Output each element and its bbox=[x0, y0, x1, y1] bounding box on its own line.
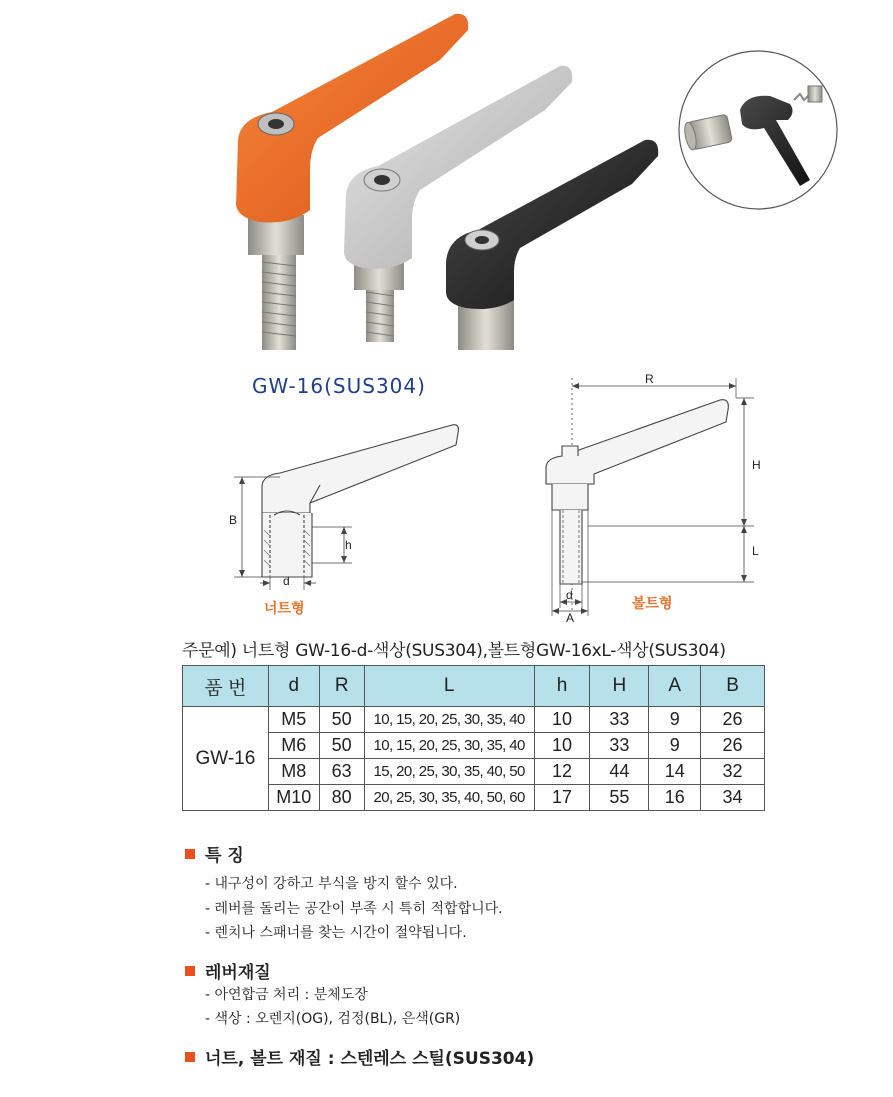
cell-l: 10, 15, 20, 25, 30, 35, 40 bbox=[364, 707, 534, 733]
bolt-type-label: 볼트형 bbox=[632, 596, 673, 612]
spec-table bbox=[182, 665, 765, 811]
cell-r: 63 bbox=[319, 759, 364, 785]
cell-d: M5 bbox=[268, 707, 319, 733]
lever-material-heading bbox=[185, 958, 271, 983]
header-h-small: h bbox=[534, 666, 590, 707]
nut-bolt-material-heading-text: 너트, 볼트 재질 : 스텐레스 스틸(SUS304) bbox=[205, 1049, 535, 1069]
header-a: A bbox=[649, 666, 701, 707]
cell-b: 34 bbox=[701, 785, 765, 811]
header-l: L bbox=[364, 666, 534, 707]
features-heading bbox=[185, 841, 244, 866]
cell-h: 33 bbox=[590, 733, 649, 759]
bolt-dim-d-label: d bbox=[566, 588, 573, 602]
table-row bbox=[183, 785, 765, 811]
header-h: H bbox=[590, 666, 649, 707]
nut-type-diagram bbox=[220, 415, 470, 615]
header-d: d bbox=[268, 666, 319, 707]
bolt-type-diagram bbox=[530, 370, 780, 625]
cell-h-small: 12 bbox=[534, 759, 590, 785]
square-bullet-icon bbox=[185, 966, 195, 976]
product-photo bbox=[0, 0, 893, 365]
cell-l: 15, 20, 25, 30, 35, 40, 50 bbox=[364, 759, 534, 785]
cell-h-small: 17 bbox=[534, 785, 590, 811]
feature-item: - 렌치나 스패너를 찾는 시간이 절약됩니다. bbox=[205, 925, 467, 941]
nut-dim-d-label: d bbox=[283, 574, 290, 588]
table-row bbox=[183, 707, 765, 733]
cell-d: M8 bbox=[268, 759, 319, 785]
order-example: 주문예) 너트형 GW-16-d-색상(SUS304),볼트형GW-16xL-색상(SUS304) bbox=[182, 641, 726, 661]
nut-dim-b-label: B bbox=[229, 513, 238, 527]
cell-b: 26 bbox=[701, 707, 765, 733]
nut-type-label: 너트형 bbox=[264, 601, 305, 617]
table-row bbox=[183, 759, 765, 785]
cell-a: 14 bbox=[649, 759, 701, 785]
cell-h-small: 10 bbox=[534, 707, 590, 733]
feature-item: - 내구성이 강하고 부식을 방지 할수 있다. bbox=[205, 876, 458, 892]
cell-a: 9 bbox=[649, 733, 701, 759]
bolt-dim-h-label: H bbox=[752, 458, 761, 472]
features-heading-text: 특 징 bbox=[205, 846, 244, 866]
cell-r: 50 bbox=[319, 733, 364, 759]
table-row bbox=[183, 733, 765, 759]
square-bullet-icon bbox=[185, 849, 195, 859]
bolt-dim-a-label: A bbox=[566, 611, 575, 625]
cell-h: 33 bbox=[590, 707, 649, 733]
cell-d: M6 bbox=[268, 733, 319, 759]
cell-a: 16 bbox=[649, 785, 701, 811]
cell-b: 26 bbox=[701, 733, 765, 759]
bolt-dim-l-label: L bbox=[752, 544, 759, 558]
cell-d: M10 bbox=[268, 785, 319, 811]
lever-material-item: - 색상 : 오렌지(OG), 검정(BL), 은색(GR) bbox=[205, 1011, 461, 1027]
cell-r: 80 bbox=[319, 785, 364, 811]
header-b: B bbox=[701, 666, 765, 707]
cell-l: 20, 25, 30, 35, 40, 50, 60 bbox=[364, 785, 534, 811]
lever-material-heading-text: 레버재질 bbox=[205, 963, 271, 983]
assembly-inset bbox=[679, 51, 837, 209]
cell-a: 9 bbox=[649, 707, 701, 733]
table-header-row bbox=[183, 666, 765, 707]
product-title: GW-16(SUS304) bbox=[252, 374, 426, 398]
cell-r: 50 bbox=[319, 707, 364, 733]
header-part-no: 품 번 bbox=[183, 666, 269, 707]
cell-h-small: 10 bbox=[534, 733, 590, 759]
bolt-dim-r-label: R bbox=[645, 372, 654, 386]
header-r: R bbox=[319, 666, 364, 707]
cell-b: 32 bbox=[701, 759, 765, 785]
cell-h: 44 bbox=[590, 759, 649, 785]
model-cell: GW-16 bbox=[183, 707, 269, 811]
feature-item: - 레버를 돌리는 공간이 부족 시 특히 적합합니다. bbox=[205, 901, 503, 917]
black-lever-image bbox=[446, 140, 658, 350]
cell-l: 10, 15, 20, 25, 30, 35, 40 bbox=[364, 733, 534, 759]
cell-h: 55 bbox=[590, 785, 649, 811]
square-bullet-icon bbox=[185, 1052, 195, 1062]
nut-bolt-material-heading bbox=[185, 1044, 534, 1069]
lever-material-item: - 아연합금 처리 : 분체도장 bbox=[205, 987, 368, 1003]
nut-dim-h-label: h bbox=[345, 538, 352, 552]
